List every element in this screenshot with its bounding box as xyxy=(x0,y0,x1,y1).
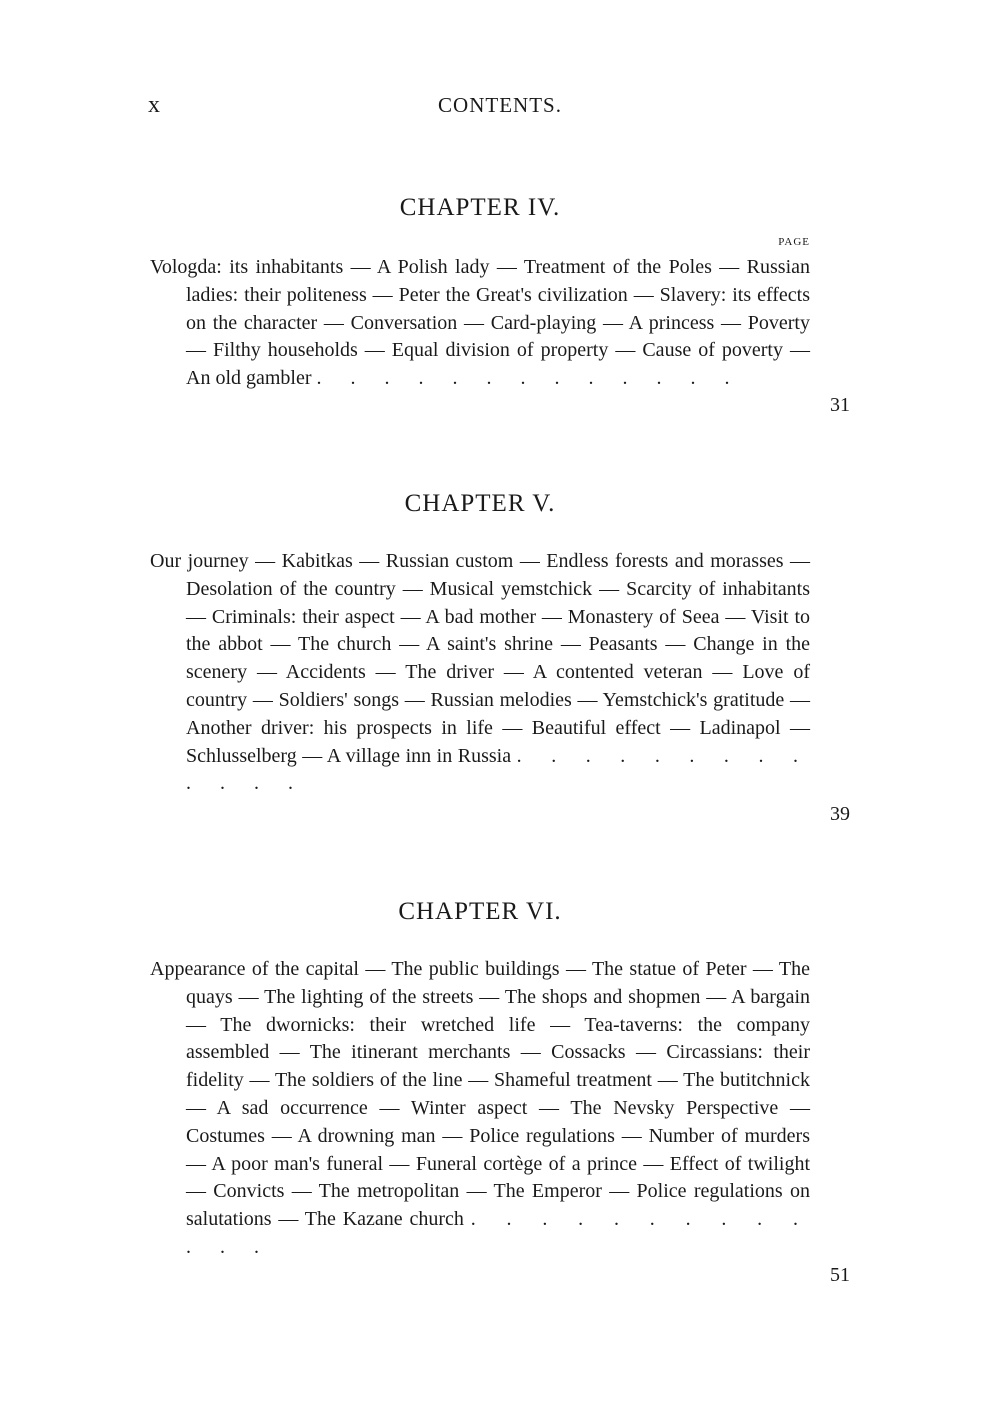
summary-text: Appearance of the capital — The public buildings — The statue of Peter — The quays — The lighting of the streets — The shops and shopmen — A bargain — The dwornicks: their wretched life — Tea-taverns: the company assembled — The itinerant merchants — Cossacks — Circassians: their fidelity — The soldiers of the line — Shameful treatment — The butitchnick — A sad occurrence — Winter aspect — The Nevsky Perspective — Costumes — A drowning man — Police regulations — Number of murders — A poor man's funeral — Funeral cortège of a prince — Effect of twilight — Convicts — The metropolitan — The Emperor — Police regulations on salutations — The Kazane church xyxy=(150,958,810,1231)
page-number: x xyxy=(148,92,160,118)
chapter-title: CHAPTER VI. xyxy=(398,898,562,925)
summary-text: Our journey — Kabitkas — Russian custom — Endless forests and morasses — Desolation of the country — Musical yemstchick — Scarcity of inhabitants — Criminals: their aspect — A bad mother — Monastery of Seea — Visit to the abbot — The church — A saint's shrine — Peasants — Change in the scenery — Accidents — The driver — A contented veteran — Love of country — Soldiers' songs — Russian melodies — Yemstchick's gratitude — Another driver: his prospects in life — Beautiful effect — Ladinapol — Schlusselberg — A village inn in Russia xyxy=(150,550,810,767)
dot-leader: . . . . . . . . . . . . . xyxy=(316,367,742,390)
chapter-iv-entry xyxy=(150,194,850,434)
chapter-summary xyxy=(150,956,810,1262)
chapter-title: CHAPTER V. xyxy=(404,490,556,517)
chapter-summary xyxy=(150,548,810,798)
chapter-vi-entry xyxy=(150,898,850,1298)
chapter-v-entry xyxy=(150,490,850,830)
page-reference: 51 xyxy=(830,1264,850,1286)
dot-leader: . . . . . . . . . . . . . xyxy=(186,744,810,795)
page-reference: 31 xyxy=(830,394,850,416)
page-column-label: PAGE xyxy=(778,236,810,248)
summary-text: Vologda: its inhabitants — A Polish lady — Treatment of the Poles — Russian ladies: their politeness — Peter the Great's civilization — Slavery: its effects on the character — Conversation — Card-playing — A princess — Poverty — Filthy households — Equal division of property — Cause of poverty — An old gambler xyxy=(150,256,810,390)
page-reference: 39 xyxy=(830,803,850,825)
chapter-summary xyxy=(150,254,810,393)
dot-leader: . . . . . . . . . . . . . xyxy=(186,1208,810,1258)
running-title: CONTENTS. xyxy=(438,93,562,117)
chapter-title: CHAPTER IV. xyxy=(399,194,561,221)
